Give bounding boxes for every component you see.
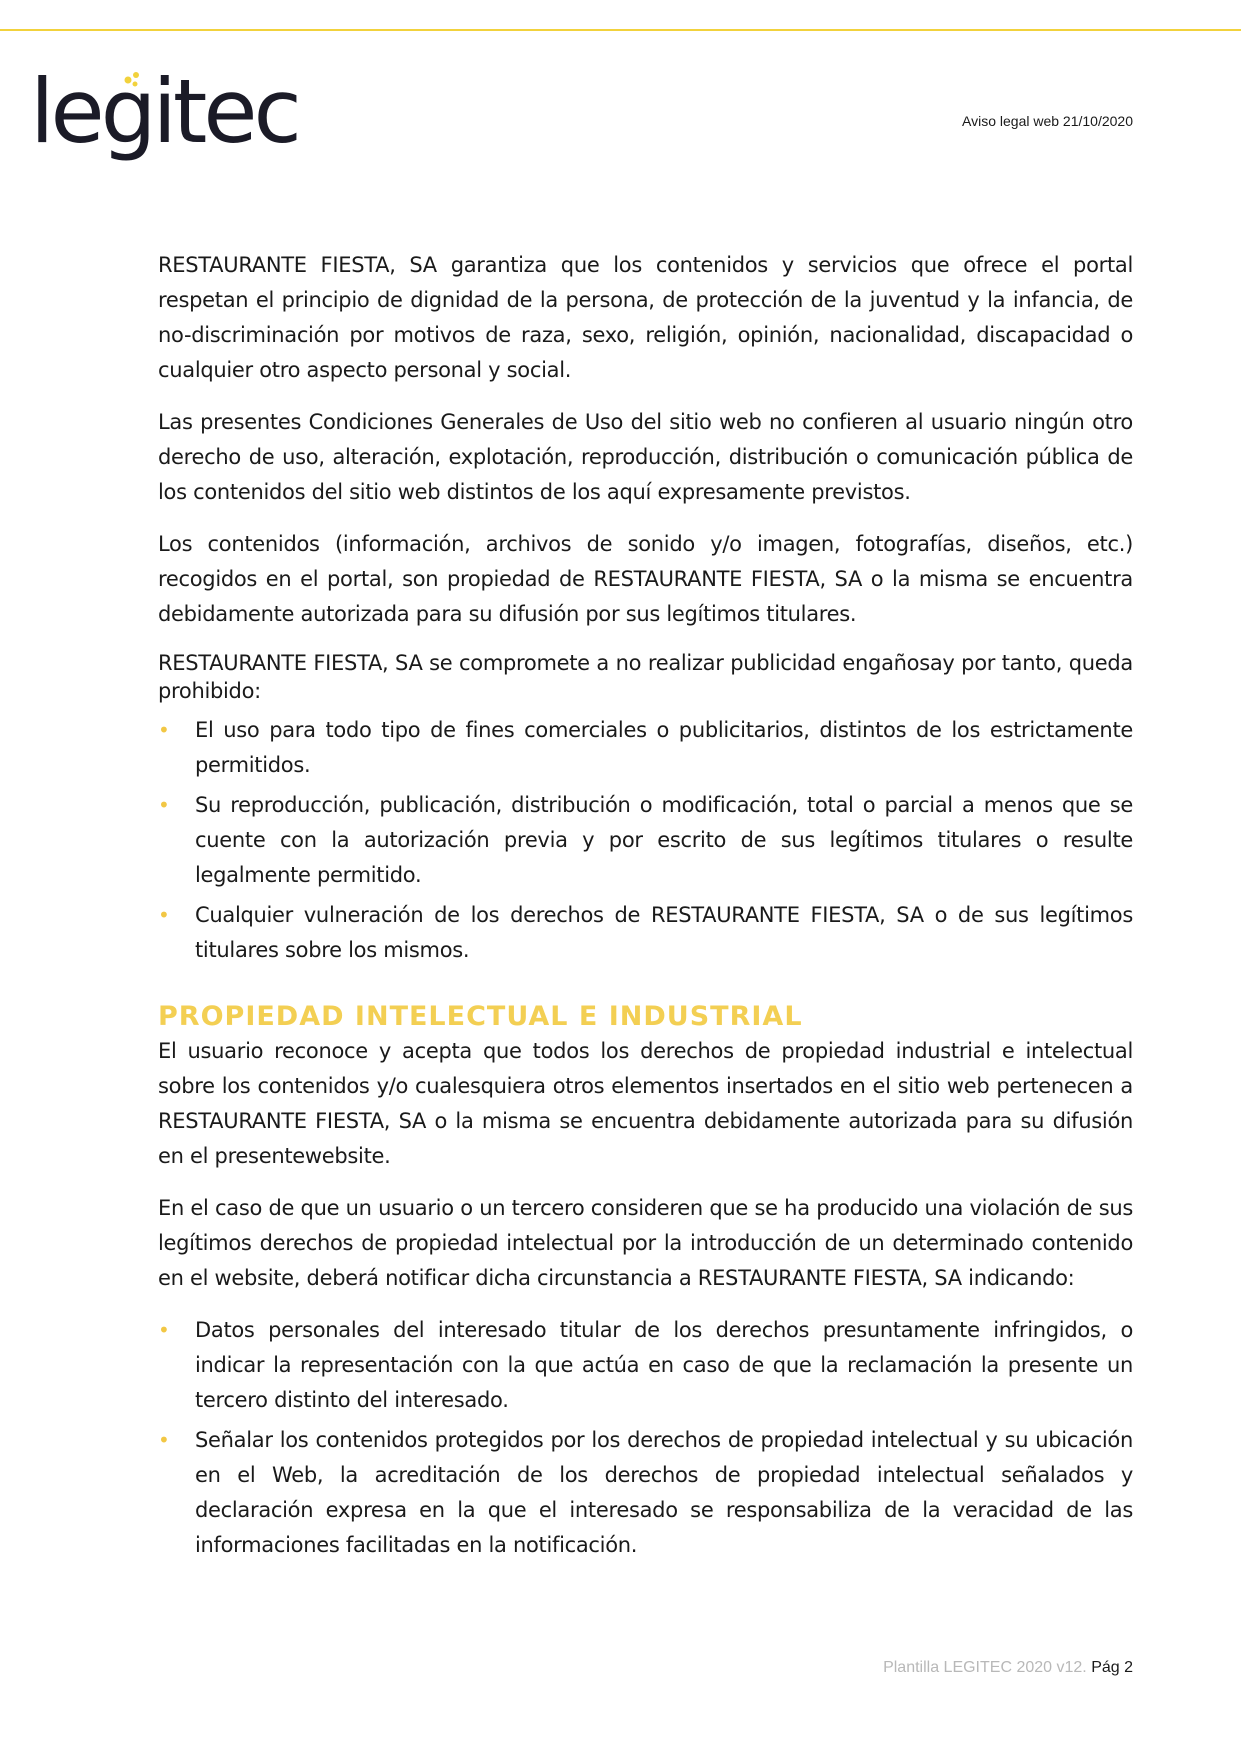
logo-wordmark: legitec bbox=[30, 60, 298, 163]
bullet-icon: • bbox=[158, 718, 170, 742]
paragraph: RESTAURANTE FIESTA, SA se compromete a no realizar publicidad engañosay por tanto, queda prohibido: bbox=[158, 651, 1133, 703]
bullet-icon: • bbox=[158, 1428, 170, 1452]
paragraph: En el caso de que un usuario o un tercero consideren que se ha producido una violación de sus legítimos derechos de propiedad intelectual por la introducción de un determinado contenido en el website, deberá notificar dicha circunstancia a RESTAURANTE FIESTA, SA indicando: bbox=[158, 1196, 1133, 1290]
list-item: • Cualquier vulneración de los derechos de RESTAURANTE FIESTA, SA o de sus legítimos titulares sobre los mismos. bbox=[158, 898, 1133, 968]
paragraph: Las presentes Condiciones Generales de Uso del sitio web no confieren al usuario ningún otro derecho de uso, alteración, explotación, reproducción, distribución o comunicación pública de los contenidos del sitio web distintos de los aquí expresamente previstos. bbox=[158, 410, 1133, 504]
list-item: • Señalar los contenidos protegidos por los derechos de propiedad intelectual y su ubicación en el Web, la acreditación de los derechos de propiedad intelectual señalados y declaración expresa en la que el interesado se responsabiliza de la veracidad de las informaciones facilitadas en la notificación. bbox=[158, 1423, 1133, 1563]
bullet-icon: • bbox=[158, 1318, 170, 1342]
list-item: • Datos personales del interesado titular de los derechos presuntamente infringidos, o indicar la representación con la que actúa en caso de que la reclamación la presente un tercero distinto del interesado. bbox=[158, 1313, 1133, 1418]
page-footer bbox=[883, 1659, 1133, 1677]
list-item: • El uso para todo tipo de fines comerciales o publicitarios, distintos de los estrictamente permitidos. bbox=[158, 713, 1133, 783]
document-body bbox=[158, 248, 1133, 1579]
template-label: Plantilla LEGITEC 2020 v12. bbox=[883, 1659, 1087, 1676]
page-number: Pág 2 bbox=[1091, 1659, 1133, 1676]
paragraph: RESTAURANTE FIESTA, SA garantiza que los contenidos y servicios que ofrece el portal respetan el principio de dignidad de la persona, de protección de la juventud y la infancia, de no-discriminación por motivos de raza, sexo, religión, opinión, nacionalidad, discapacidad o cualquier otro aspecto personal y social. bbox=[158, 253, 1133, 382]
section-heading: PROPIEDAD INTELECTUAL E INDUSTRIAL bbox=[158, 1001, 803, 1032]
legitec-logo bbox=[30, 60, 298, 170]
header-rule bbox=[0, 29, 1241, 31]
list-item: • Su reproducción, publicación, distribución o modificación, total o parcial a menos que se cuente con la autorización previa y por escrito de sus legítimos titulares o resulte legalmente permitido. bbox=[158, 788, 1133, 893]
document-label: Aviso legal web 21/10/2020 bbox=[962, 113, 1133, 129]
notification-requirements-list bbox=[158, 1313, 1133, 1563]
bullet-icon: • bbox=[158, 793, 170, 817]
bullet-icon: • bbox=[158, 903, 170, 927]
paragraph: El usuario reconoce y acepta que todos los derechos de propiedad industrial e intelectual sobre los contenidos y/o cualesquiera otros elementos insertados en el sitio web pertenecen a RESTAURANTE FIESTA, SA o la misma se encuentra debidamente autorizada para su difusión en el presentewebsite. bbox=[158, 1039, 1133, 1168]
paragraph: Los contenidos (información, archivos de sonido y/o imagen, fotografías, diseños, etc.) recogidos en el portal, son propiedad de RESTAURANTE FIESTA, SA o la misma se encuentra debidamente autorizada para su difusión por sus legítimos titulares. bbox=[158, 532, 1133, 626]
prohibitions-list bbox=[158, 713, 1133, 968]
